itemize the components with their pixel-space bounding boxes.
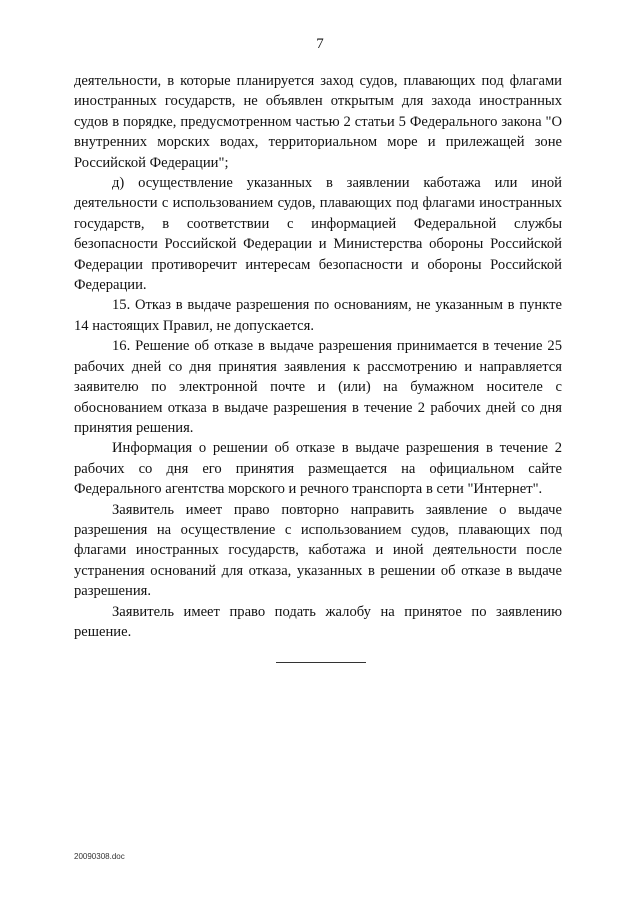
footer-filename: 20090308.doc — [74, 852, 125, 861]
paragraph-information: Информация о решении об отказе в выдаче разрешения в течение 2 рабочих со дня его принятия размещается на официальном сайте Федерального агентства морского и речного транспорта в сети "Интернет". — [74, 440, 562, 498]
document-body — [74, 71, 562, 642]
paragraph-continuation: деятельности, в которые планируется заход судов, плавающих под флагами иностранных государств, не объявлен открытым для захода иностранных судов в порядке, предусмотренном частью 2 статьи 5 Федерального закона "О внутренних морских водах, территориальном море и прилежащей зоне Российской Федерации"; — [74, 73, 562, 171]
paragraph-item-d: д) осуществление указанных в заявлении каботажа или иной деятельности с использованием судов, плавающих под флагами иностранных государств, в соответствии с информацией Федеральной службы безопасности Российской Федерации и Министерства обороны Российской Федерации противоречит интересам безопасности и обороны Российской Федерации. — [74, 175, 562, 294]
paragraph-reapply-right: Заявитель имеет право повторно направить заявление о выдаче разрешения на осуществление с использованием судов, плавающих под флагами иностранных государств, каботажа и иной деятельности после устранения оснований для отказа, указанных в решении об отказе в выдаче разрешения. — [74, 501, 562, 600]
page-number: 7 — [316, 36, 324, 52]
paragraph-15: 15. Отказ в выдаче разрешения по основаниям, не указанным в пункте 14 настоящих Правил, не допускается. — [74, 297, 562, 334]
paragraph-16: 16. Решение об отказе в выдаче разрешения принимается в течение 25 рабочих дней со дня принятия заявления к рассмотрению и направляется заявителю по электронной почте и (или) на бумажном носителе с обоснованием отказа в выдаче разрешения в течение 2 рабочих дней со дня принятия решения. — [74, 338, 562, 436]
paragraph-complaint-right: Заявитель имеет право подать жалобу на принятое по заявлению решение. — [74, 603, 562, 640]
end-separator-line — [276, 662, 366, 663]
